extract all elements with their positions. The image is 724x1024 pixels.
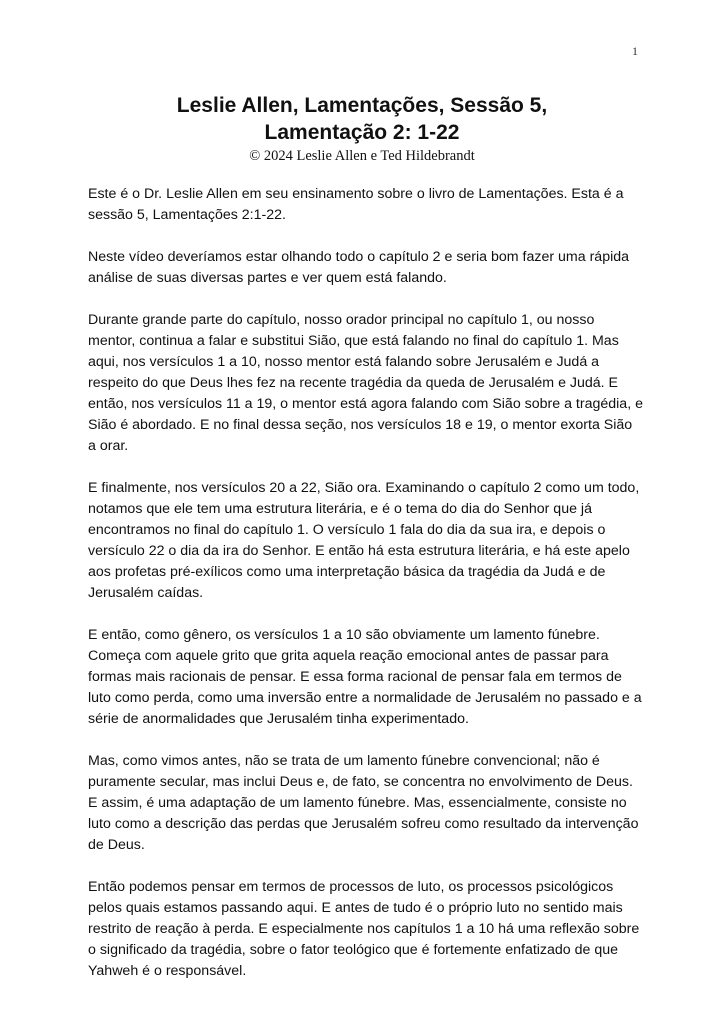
document-title <box>0 92 724 146</box>
title-line-2: Lamentação 2: 1-22 <box>264 121 460 144</box>
paragraph: Neste vídeo deveríamos estar olhando todo o capítulo 2 e seria bom fazer uma rápida análise de suas diversas partes e ver quem está falando. <box>88 249 630 286</box>
paragraph: E finalmente, nos versículos 20 a 22, Sião ora. Examinando o capítulo 2 como um todo, notamos que ele tem uma estrutura literária, e é o tema do dia do Senhor que já encontramos no final do capítulo 1. O versículo 1 fala do dia da sua ira, e depois o versículo 22 o dia da ira do Senhor. E então há esta estrutura literária, e há este apelo aos profetas pré-exílicos como uma interpretação básica da tragédia da Judá e de Jerusalém caídas. <box>88 480 640 601</box>
paragraph: Mas, como vimos antes, não se trata de um lamento fúnebre convencional; não é puramente secular, mas inclui Deus e, de fato, se concentra no envolvimento de Deus. E assim, é uma adaptação de um lamento fúnebre. Mas, essencialmente, consiste no luto como a descrição das perdas que Jerusalém sofreu como resultado da intervenção de Deus. <box>88 753 639 853</box>
document-header <box>0 92 724 165</box>
paragraph: Então podemos pensar em termos de processos de luto, os processos psicológicos pelos quais estamos passando aqui. E antes de tudo é o próprio luto no sentido mais restrito de reação à perda. E especialmente nos capítulos 1 a 10 há uma reflexão sobre o significado da tragédia, sobre o fator teológico que é fortemente enfatizado de que Yahweh é o responsável. <box>88 879 640 979</box>
copyright-notice: © 2024 Leslie Allen e Ted Hildebrandt <box>249 148 475 164</box>
title-line-1: Leslie Allen, Lamentações, Sessão 5, <box>176 94 548 117</box>
paragraph: Este é o Dr. Leslie Allen em seu ensinamento sobre o livro de Lamentações. Esta é a sessão 5, Lamentações 2:1-22. <box>88 186 624 223</box>
paragraph: E então, como gênero, os versículos 1 a 10 são obviamente um lamento fúnebre. Começa com aquele grito que grita aquela reação emocional antes de passar para formas mais racionais de pensar. E essa forma racional de pensar fala em termos de luto como perda, como uma inversão entre a normalidade de Jerusalém no passado e a série de anormalidades que Jerusalém tinha experimentado. <box>88 627 642 727</box>
page-number: 1 <box>632 44 638 58</box>
paragraph: Durante grande parte do capítulo, nosso orador principal no capítulo 1, ou nosso mentor, continua a falar e substitui Sião, que está falando no final do capítulo 1. Mas aqui, nos versículos 1 a 10, nosso mentor está falando sobre Jerusalém e Judá a respeito do que Deus lhes fez na recente tragédia da queda de Jerusalém e Judá. E então, nos versículos 11 a 19, o mentor está agora falando com Sião sobre a tragédia, e Sião é abordado. E no final dessa seção, nos versículos 18 e 19, o mentor exorta Sião a orar. <box>88 312 643 454</box>
document-body <box>88 184 643 1003</box>
